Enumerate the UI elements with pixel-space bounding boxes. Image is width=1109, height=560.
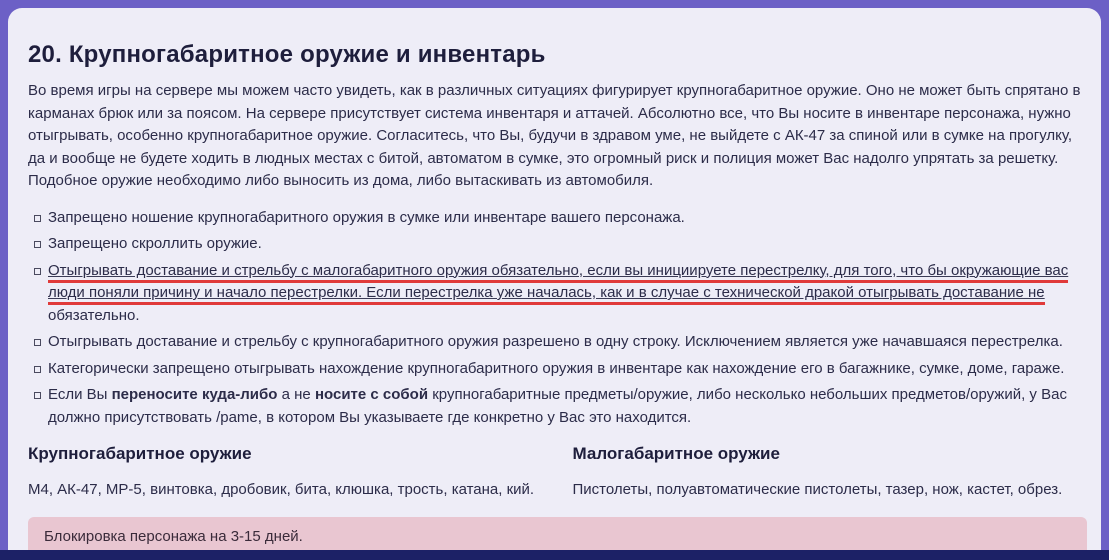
rule-text-segment: Если Вы [48,386,112,403]
column-small-weapons [573,443,1088,501]
small-weapons-list: Пистолеты, полуавтоматические пистолеты, тазер, нож, кастет, обрез. [572,481,1063,498]
rules-page [8,8,1101,550]
rule-text-segment: переносите куда-либо [111,386,278,403]
rule-text-segment: а не [277,386,315,403]
rule-text-segment: крупногабаритные предметы/оружие, либо несколько небольших предметов/оружий, у Вас должно присутствовать /pame, в котором Вы указываете где конкретно у Вас это находится. [48,386,1067,426]
rule-item [48,260,1087,328]
rule-item [48,207,1087,230]
rule-item [48,384,1087,429]
intro-paragraph: Во время игры на сервере мы можем часто увидеть, как в различных ситуациях фигурирует крупногабаритное оружие. Оно не может быть спрятано в карманах брюк или за поясом. На сервере присутствует система инвентаря и аттачей. Абсолютно все, что Вы носите в инвентаре персонажа, нужно отыгрывать, особенно крупногабаритное оружие. Согласитесь, что Вы, будучи в здравом уме, не выйдете с АК-47 за спиной или в сумке на прогулку, да и вообще не будете ходить в людных местах с битой, автоматом в сумке, это огромный риск и полиция может Вас надолго упрятать за решетку. Подобное оружие необходимо либо выносить из дома, либо вытаскивать из автомобиля. [28,82,1081,189]
rule-text-segment: Отыгрывать доставание и стрельбу с крупногабаритного оружия разрешено в одну строку. Исключением является уже начавшаяся перестрелка. [48,333,1063,350]
rule-item [48,358,1087,381]
punishment-alert [28,517,1087,550]
rule-text-segment: Категорически запрещено отыгрывать нахождение крупногабаритного оружия в инвентаре как нахождение его в багажнике, сумке, доме, гараже. [48,359,1065,377]
small-weapons-heading: Малогабаритное оружие [572,444,780,463]
page-title: 20. Крупногабаритное оружие и инвентарь [28,41,546,68]
rules-list [28,207,1087,430]
punishment-text: Блокировка персонажа на 3-15 дней. [44,528,303,545]
rule-item [48,233,1087,256]
rule-item [48,331,1087,354]
large-weapons-list: М4, АК-47, МР-5, винтовка, дробовик, бита, клюшка, трость, катана, кий. [28,481,535,498]
rule-text-segment: носите с собой [314,386,429,403]
large-weapons-heading: Крупногабаритное оружие [28,444,252,463]
weapon-columns [28,443,1087,501]
rule-text-segment: Запрещено ношение крупногабаритного оружия в сумке или инвентаре вашего персонажа. [48,208,685,226]
rule-text-segment: Запрещено скроллить оружие. [48,235,262,252]
bottom-bar [0,550,1109,560]
column-large-weapons [28,443,543,501]
rule-text-segment: Отыгрывать доставание и стрельбу с малогабаритного оружия обязательно, если вы инициируете перестрелку, для того, что бы окружающие вас люди поняли причину и начало перестрелки. Если перестрелка уже началась, как и в случае с технической дракой отыгрывать доставание не [48,262,1068,306]
rule-text-segment: обязательно. [48,306,140,324]
